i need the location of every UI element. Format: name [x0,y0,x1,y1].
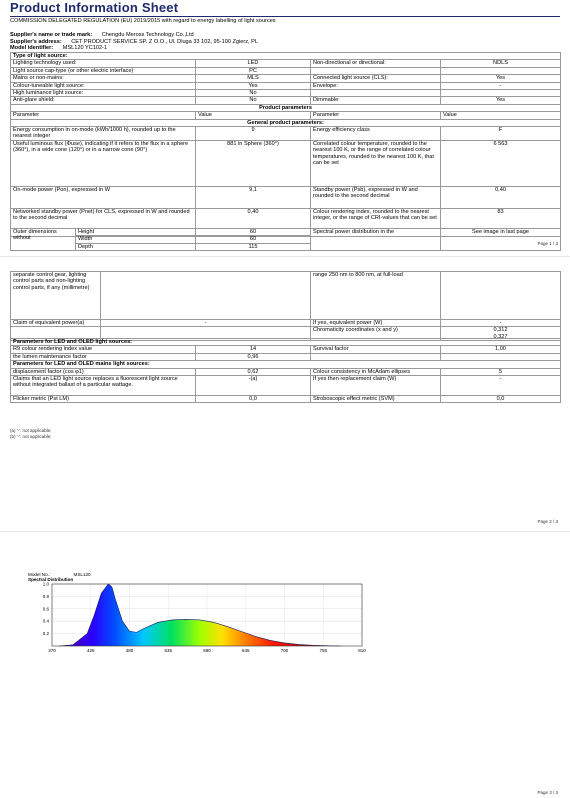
column-header-row [11,112,561,119]
col-value: Value [441,112,561,119]
cell: 5 [441,368,561,375]
cell: PC [196,67,311,74]
cell: 0,40 [441,186,561,208]
table-row [11,396,561,403]
cell: Colour-tuneable light source: [11,82,196,89]
table-row [11,353,561,360]
cell: LED [196,60,311,67]
x-tick-label: 590 [203,648,211,653]
cell [441,272,561,320]
page-1 [0,0,570,250]
page-number: Page 3 / 3 [537,790,558,795]
cell: Energy consumption in on-mode (kWh/1000 h), rounded up to the nearest integer [11,127,196,141]
cell: No [196,90,311,97]
page-2 [0,265,570,530]
table-row [11,82,561,89]
model-row [10,45,107,51]
cell: Non-directional or directional: [311,60,441,67]
cell: the lumen maintenance factor [11,353,196,360]
cell: NDLS [441,60,561,67]
cell: -(a) [196,376,311,396]
cell: 83 [441,208,561,236]
cell: 0,0 [441,396,561,403]
x-tick-label: 425 [86,648,95,653]
spectral-chart [28,582,368,656]
x-tick-label: 535 [164,648,173,653]
table-row [11,140,561,186]
table-row [11,272,561,320]
continuation-table [10,271,561,341]
cell: High luminance light source: [11,90,196,97]
page-number: Page 1 / 3 [537,241,558,246]
cell: Height [76,229,196,236]
col-parameter: Parameter [311,112,441,119]
cell: Useful luminous flux (Φuse), indicating if it refers to the flux in a sphere (360°), in a wide cone (120°) or in a narrow cone (90°) [11,140,196,186]
chart-heading: Spectral Distribution [28,577,74,582]
led-table [10,338,561,403]
cell: 9 [196,127,311,141]
supplier-name-row [10,32,194,38]
cell: 881 in Sphere (360°) [196,140,311,186]
cell: Depth [76,243,196,250]
cell: Yes [441,97,561,104]
cell: Anti-glare shield: [11,97,196,104]
cell: 60 [196,229,311,236]
y-tick-label: 0.6 [42,606,49,612]
cell: Claim of equivalent power(a) [11,320,101,327]
cell: - [101,320,311,327]
cell: Flicker metric (Pst LM) [11,396,196,403]
cell: Connected light source (CLS): [311,75,441,82]
cell: Survival factor [311,346,441,353]
cell: Correlated colour temperature, rounded to the nearest 100 K, or the range of correlated colour temperatures, rounded to the nearest 100 K, that can be set [311,140,441,186]
model-value: MSL120 YC102-1 [62,45,108,51]
table-row [11,186,561,208]
y-tick-label: 0.4 [42,618,49,624]
spectral-label: Spectral power distribution in the [311,229,441,251]
mains-heading: Parameters for LED and OLED mains light sources: [11,361,561,368]
col-parameter: Parameter [11,112,196,119]
cell: Colour consistency in McAdam ellipses [311,368,441,375]
table-row [11,376,561,396]
cell: No [196,97,311,104]
table-row [11,67,561,74]
cell: Dimmable: [311,97,441,104]
table-row [11,346,561,353]
x-tick-label: 755 [319,648,328,653]
cell: separate control gear, lighting control parts and non-lighting control parts, if any (millimetre) [11,272,101,320]
title-underline [10,16,560,17]
cell [101,272,311,320]
cell [311,90,441,97]
cell: 60 [196,236,311,243]
cell: Mains or non-mains: [11,75,196,82]
table-row [11,127,561,141]
cell: 0,96 [196,353,311,360]
cell: 115 [196,243,311,250]
cell: Yes [196,82,311,89]
x-tick-label: 645 [241,648,250,653]
type-table [10,52,561,237]
cell: On-mode power (Pon), expressed in W [11,186,196,208]
cell: Claims that an LED light source replaces a fluorescent light source without integrated ballast of a particular wattage. [11,376,196,396]
cell [311,353,441,360]
model-label: Model identifier: [10,45,54,51]
cell: Yes [441,75,561,82]
cell: Colour rendering index, rounded to the nearest integer, or the range of CRI-values that can be set [311,208,441,236]
page-number: Page 2 / 3 [537,519,558,524]
cell: 9,1 [196,186,311,208]
footnote: (a) '-': not applicable; [10,428,52,433]
led-heading: Parameters for LED and OLED light sources: [11,339,561,346]
supplier-name-value: Chengdu Meross Technology Co.,Ltd [101,32,194,38]
footnote: (b) '-': not applicable; [10,434,52,439]
table-row [11,229,561,236]
regulation-text: COMMISSION DELEGATED REGULATION (EU) 2019/2015 with regard to energy labelling of light sources [10,18,276,24]
y-tick-label: 0.2 [42,631,49,637]
supplier-address-row [10,39,258,45]
supplier-name-label: Supplier's name or trade mark: [10,32,93,38]
cell: F [441,127,561,141]
supplier-address-label: Supplier's address: [10,38,62,45]
cell: Lighting technology used: [11,60,196,67]
cell: R9 colour rendering index value [11,346,196,353]
cell: Chromaticity coordinates (x and y) [311,327,441,341]
dimensions-table [10,228,561,251]
cell: - [441,376,561,396]
table-row [11,97,561,104]
cell: MLS [196,75,311,82]
general-heading: General product parameters: [11,119,561,126]
cell: Stroboscopic effect metric (SVM) [311,396,441,403]
cell [441,67,561,74]
cell: 6 563 [441,140,561,186]
cell: Standby power (Psb), expressed in W and rounded to the second decimal [311,186,441,208]
cell: 0,62 [196,368,311,375]
cell: 1,00 [441,346,561,353]
cell [311,67,441,74]
cell: - [441,320,561,327]
cell: If yes then replacement claim (W) [311,376,441,396]
page-title: Product Information Sheet [10,0,179,15]
x-tick-label: 810 [358,648,366,653]
y-tick-label: 1.0 [42,582,49,587]
cell: displacement factor (cos φ1) [11,368,196,375]
cell: Envelope: [311,82,441,89]
cell: If yes, equivalent power (W) [311,320,441,327]
product-parameters-heading: Product parameters [11,104,561,111]
cell: - [441,82,561,89]
cell: Width [76,236,196,243]
col-value: Value [196,112,311,119]
cell: range 250 nm to 800 nm, at full-load [311,272,441,320]
table-row [11,60,561,67]
cell: Networked standby power (Pnet) for CLS, expressed in W and rounded to the second decimal [11,208,196,236]
cell [441,353,561,360]
table-row [11,90,561,97]
cell: 14 [196,346,311,353]
cell: Light source cap-type (or other electric interface) [11,67,196,74]
dimensions-label: Outer dimensions without [11,229,76,251]
x-tick-label: 480 [125,648,134,653]
x-tick-label: 700 [280,648,289,653]
spectral-value: See image in last page [441,229,561,251]
model-no-label: Model No.: [28,572,51,577]
page-separator [0,256,570,257]
cell: 0,312 0,327 [441,327,561,341]
x-tick-label: 370 [48,648,56,653]
cell: 0,40 [196,208,311,236]
cell [441,90,561,97]
table-row [11,75,561,82]
table-row [11,320,561,327]
supplier-address-value: CET PRODUCT SERVICE SP. Z O.O., Ul. Dluga 33 102, 95-100 Zgierz, PL [71,38,259,45]
y-tick-label: 0.8 [42,593,49,599]
cell: Energy efficiency class [311,127,441,141]
cell: 0,0 [196,396,311,403]
type-heading: Type of light source: [11,53,561,60]
model-no-value: MSL120 [73,572,91,577]
table-row [11,368,561,375]
page-3 [0,532,570,798]
